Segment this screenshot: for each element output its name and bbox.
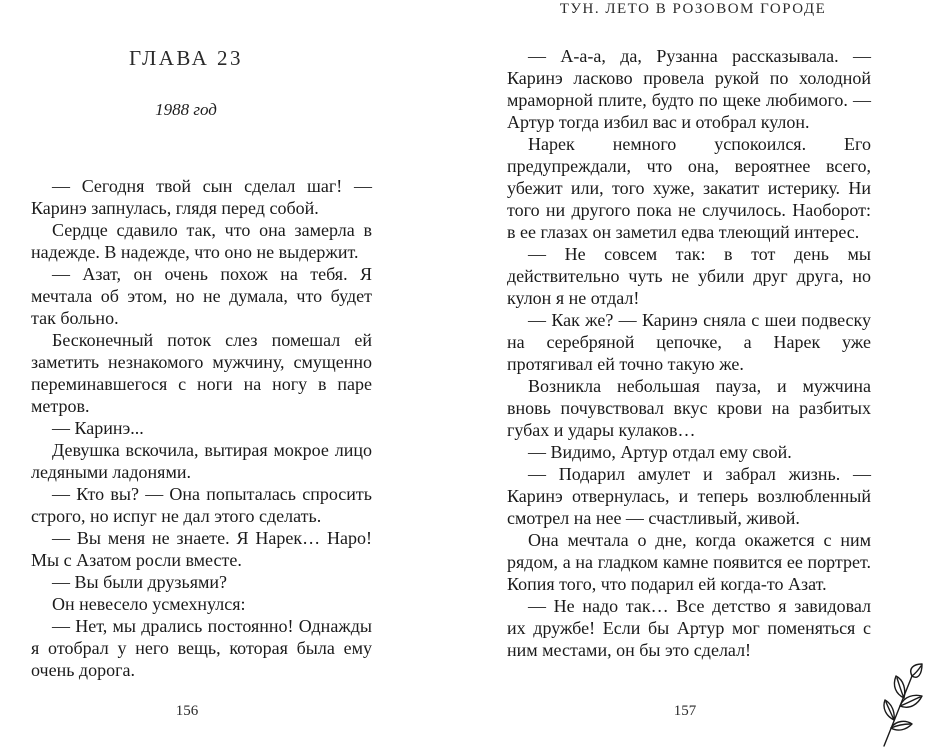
paragraph: Сердце сдавило так, что она замерла в надежде. В надежде, что оно не выдержит. — [31, 220, 372, 262]
paragraph: — Нет, мы дрались постоянно! Однажды я отобрал у него вещь, которая была ему очень дорога. — [31, 616, 372, 680]
paragraph: Он невесело усмехнулся: — [52, 594, 246, 614]
paragraph: — Вы были друзьями? — [52, 572, 227, 592]
page-number-right: 157 — [673, 703, 697, 719]
paragraph: Нарек немного успокоился. Его предупреждали, что она, вероятнее всего, убежит или, того хуже, закатит истерику. Ни того ни другого пока не случилось. Наоборот: в ее глазах он заметил едва тлеющий интерес. — [507, 134, 871, 242]
chapter-year: 1988 год — [155, 100, 217, 119]
paragraph: — Видимо, Артур отдал ему свой. — [528, 442, 792, 462]
paragraph: — Каринэ... — [52, 418, 144, 438]
paragraph: — Как же? — Каринэ сняла с шеи подвеску на серебряной цепочке, а Нарек уже протягивал ей точно такую же. — [507, 310, 871, 374]
paragraph: — А-а-а, да, Рузанна рассказывала. — Каринэ ласково провела рукой по холодной мраморной плите, будто по щеке любимого. — Артур тогда избил вас и отобрал кулон. — [507, 46, 871, 132]
paragraph: — Азат, он очень похож на тебя. Я мечтала об этом, но не думала, что будет так больно. — [31, 264, 372, 328]
chapter-title: ГЛАВА 23 — [128, 46, 244, 70]
paragraph: — Вы меня не знаете. Я Нарек… Наро! Мы с Азатом росли вместе. — [31, 528, 372, 570]
paragraph: Возникла небольшая пауза, и мужчина вновь почувствовал вкус крови на разбитых губах и удары кулаков… — [507, 376, 871, 440]
left-page-text — [31, 175, 372, 681]
right-page-text — [507, 45, 871, 661]
paragraph: Девушка вскочила, вытирая мокрое лицо ледяными ладонями. — [31, 440, 372, 482]
page-number-left: 156 — [175, 703, 199, 719]
paragraph: — Не надо так… Все детство я завидовал их дружбе! Если бы Артур мог поменяться с ним местами, он бы это сделал! — [507, 596, 871, 660]
paragraph: Она мечтала о дне, когда окажется с ним рядом, а на гладком камне появится ее портрет. Копия того, что подарил ей когда-то Азат. — [507, 530, 871, 594]
right-page — [463, 0, 926, 751]
leaf-branch-icon — [878, 662, 926, 748]
paragraph: — Не совсем так: в тот день мы действительно чуть не убили друг друга, но кулон я не отдал! — [507, 244, 871, 308]
paragraph: — Сегодня твой сын сделал шаг! — Каринэ запнулась, глядя перед собой. — [31, 176, 372, 218]
paragraph: — Подарил амулет и забрал жизнь. — Каринэ отвернулась, и теперь возлюбленный смотрел на нее — счастливый, живой. — [507, 464, 871, 528]
paragraph: Бесконечный поток слез помешал ей заметить незнакомого мужчину, смущенно переминавшегося с ноги на ногу в паре метров. — [31, 330, 372, 416]
paragraph: — Кто вы? — Она попыталась спросить строго, но испуг не дал этого сделать. — [31, 484, 372, 526]
running-head: ТУН. ЛЕТО В РОЗОВОМ ГОРОДЕ — [559, 1, 827, 17]
